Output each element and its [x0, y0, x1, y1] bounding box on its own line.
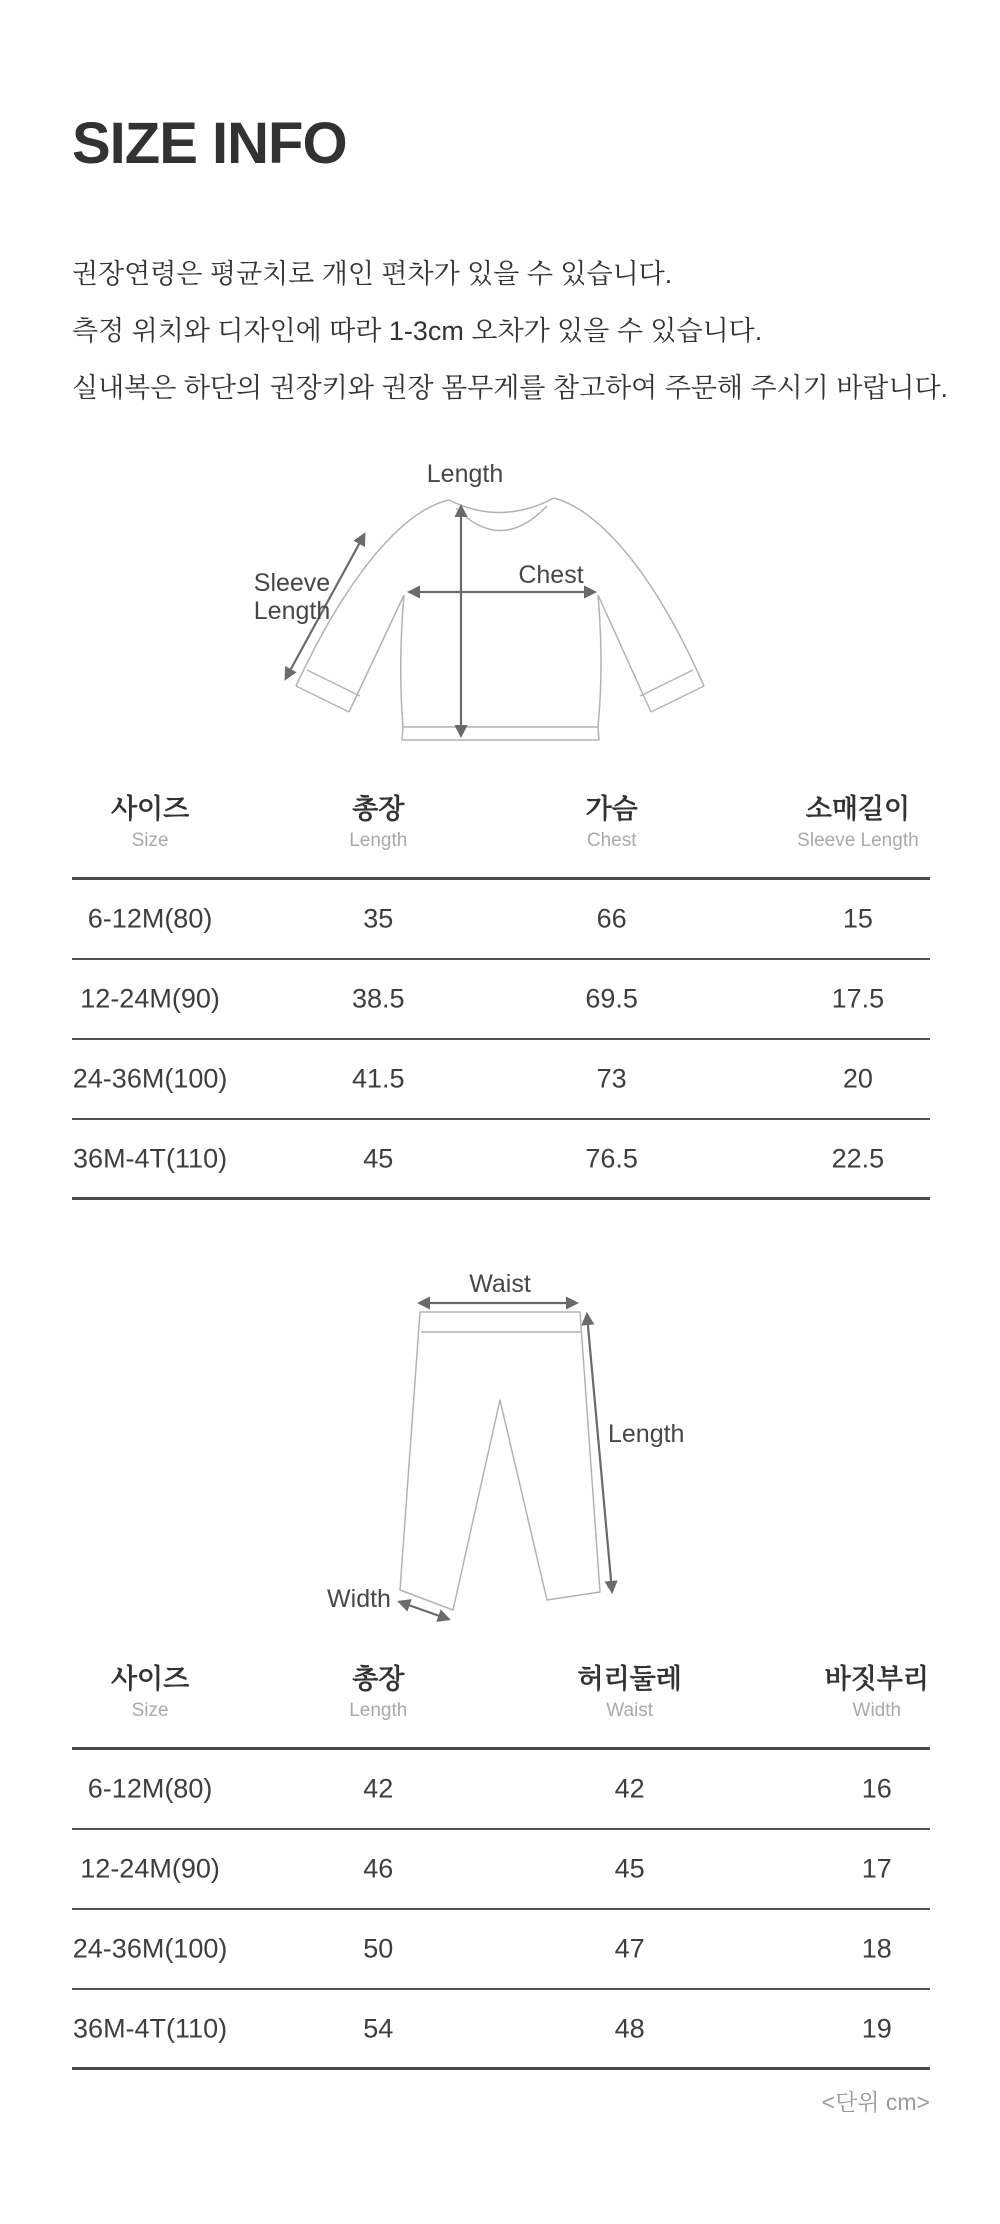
table-cell: 35	[363, 903, 394, 934]
header-korean: 가슴	[585, 794, 638, 824]
table-cell: 45	[614, 1853, 645, 1884]
intro-line: 측정 위치와 디자인에 따라 1-3cm 오차가 있을 수 있습니다.	[72, 316, 763, 346]
table-cell: 15	[842, 903, 873, 934]
sleeve-label-line2: Length	[253, 597, 331, 625]
table-cell-size: 36M-4T(110)	[73, 1143, 228, 1173]
table-cell: 50	[363, 1933, 394, 1964]
table-header-row	[72, 792, 930, 880]
table-cell: 22.5	[831, 1143, 885, 1173]
table-cell-size: 24-36M(100)	[72, 1063, 228, 1094]
header-english: Waist	[606, 1700, 654, 1721]
chest-label: Chest	[518, 561, 584, 589]
table-cell: 42	[614, 1773, 645, 1804]
pants-measure-arrows	[400, 1303, 612, 1619]
table-cell-size: 24-36M(100)	[72, 1933, 228, 1964]
header-korean: 사이즈	[110, 794, 190, 824]
table-row	[72, 960, 930, 1040]
width-label: Width	[327, 1585, 391, 1613]
header-english: Size	[131, 830, 169, 851]
table-row	[72, 1040, 930, 1120]
table-cell: 19	[861, 2013, 892, 2043]
table-cell: 41.5	[352, 1063, 405, 1094]
unit-note: <단위 cm>	[821, 2089, 930, 2115]
sleeve-label-line1: Sleeve	[253, 569, 331, 597]
table-row	[72, 880, 930, 960]
table-cell: 20	[842, 1063, 873, 1094]
table-cell-size: 12-24M(90)	[80, 1853, 220, 1884]
table-cell: 54	[363, 2013, 394, 2043]
header-cell-waist	[578, 1665, 682, 1722]
table-cell-size: 36M-4T(110)	[73, 2013, 228, 2043]
header-english: Size	[131, 1700, 169, 1721]
header-korean: 사이즈	[110, 1664, 190, 1694]
header-cell-sleeve-length	[797, 795, 919, 852]
top-garment-diagram	[240, 450, 730, 760]
header-cell-length	[349, 1665, 407, 1722]
table-cell: 73	[596, 1063, 627, 1094]
table-cell: 76.5	[585, 1143, 638, 1173]
header-cell-size	[111, 795, 189, 852]
width-arrow	[400, 1602, 448, 1619]
header-korean: 총장	[352, 794, 405, 824]
page-title: SIZE INFO	[72, 111, 347, 176]
header-cell-hem-width	[825, 1665, 929, 1722]
intro-line: 권장연령은 평균치로 개인 편차가 있을 수 있습니다.	[72, 259, 673, 289]
header-korean: 소매길이	[805, 794, 911, 824]
header-korean: 총장	[352, 1664, 405, 1694]
header-cell-length	[349, 795, 407, 852]
table-cell: 47	[614, 1933, 645, 1964]
header-cell-chest	[586, 795, 638, 852]
sweatshirt-measure-arrows	[286, 507, 594, 735]
header-cell-size	[111, 1665, 189, 1722]
header-english: Chest	[586, 830, 637, 851]
table-cell-size: 6-12M(80)	[87, 1773, 213, 1804]
table-cell: 69.5	[585, 983, 638, 1014]
table-cell-size: 12-24M(90)	[80, 983, 220, 1014]
pants-length-label: Length	[608, 1420, 685, 1448]
table-cell: 17.5	[831, 983, 885, 1014]
waist-label: Waist	[469, 1270, 531, 1298]
header-english: Length	[349, 830, 408, 851]
sweatshirt-outline	[296, 498, 704, 740]
header-korean: 바짓부리	[824, 1664, 929, 1694]
table-cell: 42	[363, 1773, 394, 1804]
table-cell: 18	[861, 1933, 892, 1964]
header-english: Width	[852, 1700, 902, 1721]
table-row	[72, 1910, 930, 1990]
table-cell: 16	[861, 1773, 892, 1804]
table-cell: 38.5	[352, 983, 405, 1014]
table-cell: 17	[861, 1853, 892, 1884]
length-label: Length	[426, 460, 504, 488]
table-row	[72, 1830, 930, 1910]
table-cell: 45	[363, 1143, 394, 1173]
bottom-size-table	[72, 1662, 930, 2070]
table-cell-size: 6-12M(80)	[87, 903, 213, 934]
intro-text	[72, 246, 948, 417]
table-cell: 46	[363, 1853, 394, 1884]
header-english: Sleeve Length	[797, 830, 919, 851]
table-cell: 48	[614, 2013, 645, 2043]
top-size-table	[72, 792, 930, 1200]
header-english: Length	[349, 1700, 408, 1721]
pants-outline	[400, 1312, 600, 1610]
table-row	[72, 1120, 930, 1200]
table-cell: 66	[596, 903, 627, 934]
table-row	[72, 1750, 930, 1830]
bottom-garment-diagram	[320, 1255, 700, 1635]
intro-line: 실내복은 하단의 권장키와 권장 몸무게를 참고하여 주문해 주시기 바랍니다.	[72, 373, 949, 403]
table-header-row	[72, 1662, 930, 1750]
table-row	[72, 1990, 930, 2070]
header-korean: 허리둘레	[577, 1664, 682, 1694]
